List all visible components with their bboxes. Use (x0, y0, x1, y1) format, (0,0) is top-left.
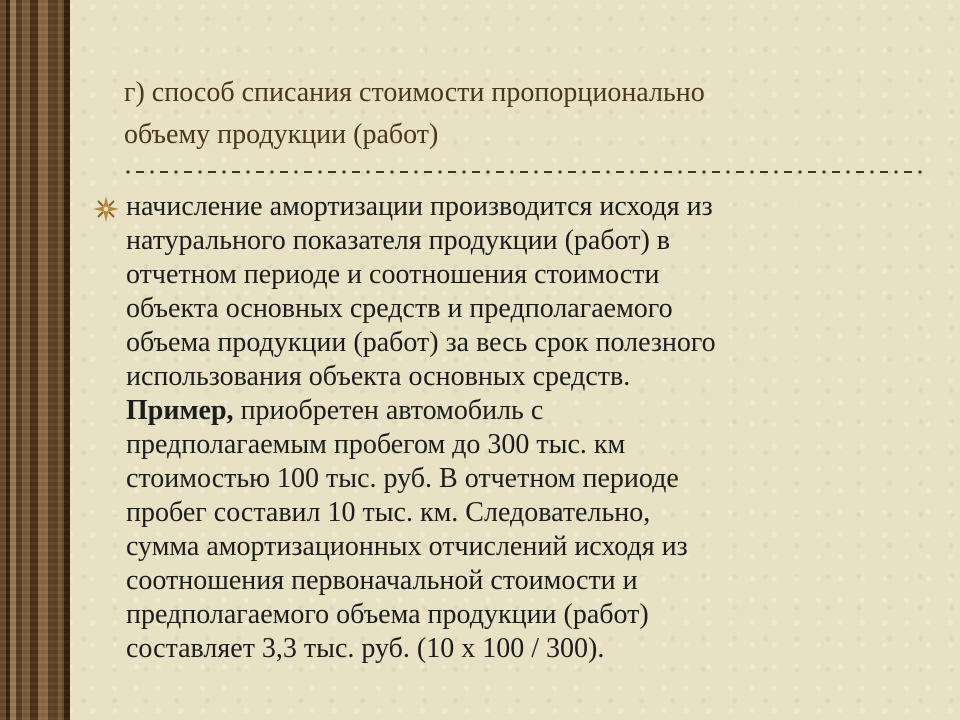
body-line-4: объекта основных средств и предполагаемого (126, 293, 673, 324)
example-line-8: составляет 3,3 тыс. руб. (10 х 100 / 300). (126, 633, 605, 664)
example-line-1 (126, 394, 926, 428)
ornamental-bullet-icon (92, 195, 120, 223)
example-line-5: сумма амортизационных отчислений исходя из (126, 531, 688, 562)
body-line-2: натурального показателя продукции (работ) в (126, 225, 671, 256)
body-line-1: начисление амортизации производится исходя из (126, 191, 713, 222)
slide-title (124, 72, 914, 156)
body-line-6: использования объекта основных средств. (126, 361, 631, 392)
divider-pattern (124, 166, 924, 178)
title-line-1: г) способ списания стоимости пропорционально (124, 77, 705, 108)
example-label: Пример, (126, 395, 234, 426)
body-line-5: объема продукции (работ) за весь срок полезного (126, 327, 716, 358)
example-line-2: предполагаемым пробегом до 300 тыс. км (126, 429, 626, 460)
example-text-1: приобретен автомобиль с (233, 395, 544, 426)
body-line-3: отчетном периоде и соотношения стоимости (126, 259, 660, 290)
example-line-4: пробег составил 10 тыс. км. Следовательно, (126, 497, 651, 528)
slide-body (126, 190, 926, 666)
example-line-3: стоимостью 100 тыс. руб. В отчетном периоде (126, 463, 679, 494)
example-line-7: предполагаемого объема продукции (работ) (126, 599, 649, 630)
decorative-left-band (0, 0, 70, 720)
title-line-2: объему продукции (работ) (124, 119, 439, 150)
example-line-6: соотношения первоначальной стоимости и (126, 565, 638, 596)
decorative-divider (124, 166, 924, 178)
ornamental-bullet-svg (92, 195, 120, 223)
